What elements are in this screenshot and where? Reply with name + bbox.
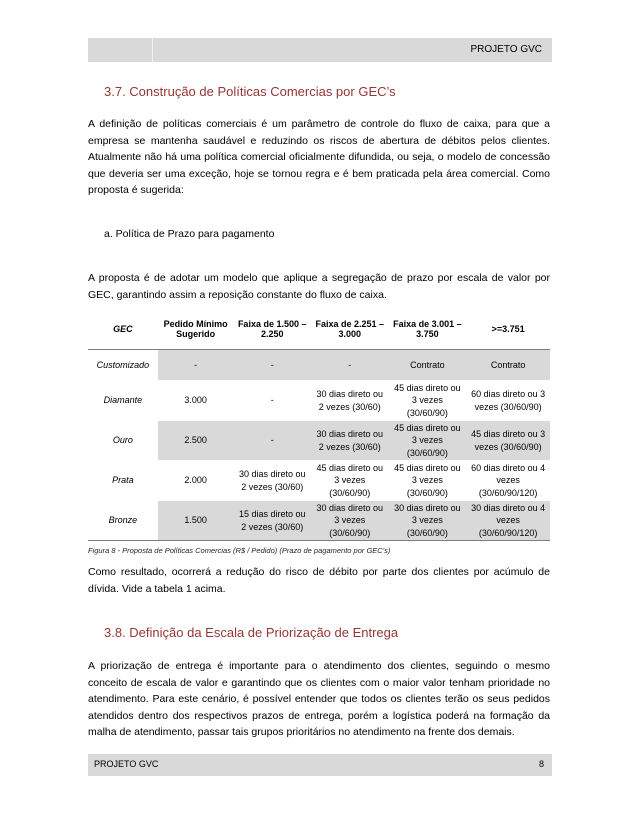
header-faixa-4: >=3.751: [466, 309, 550, 350]
page-footer: [88, 754, 552, 776]
header-faixa-3: Faixa de 3.001 – 3.750: [389, 309, 467, 350]
header-gec: GEC: [88, 309, 158, 350]
cell: -: [233, 350, 310, 381]
section-3-8-title: 3.8. Definição da Escala de Priorização de Entrega: [104, 625, 399, 640]
cell: 60 dias direto ou 3 vezes (30/60/90): [466, 381, 550, 421]
header-faixa-1: Faixa de 1.500 – 2.250: [233, 309, 310, 350]
header-pedido: Pedido Mínimo Sugerido: [158, 309, 234, 350]
cell: 30 dias direto ou 4 vezes (30/60/90/120): [466, 501, 550, 541]
cell: 15 dias direto ou 2 vezes (30/60): [233, 501, 310, 541]
table-row: [88, 461, 550, 501]
cell: 2.000: [158, 461, 234, 501]
proposal-paragraph: A proposta é de adotar um modelo que aplique a segregação de prazo por escala de valor por GEC, garantindo assim a reposição constante do fluxo de caixa.: [88, 272, 550, 301]
section-3-7-title: 3.7. Construção de Políticas Comercias por GEC’s: [104, 84, 396, 99]
cell: 30 dias direto ou 2 vezes (30/60): [311, 381, 389, 421]
header-title: PROJETO GVC: [470, 44, 542, 55]
footer-title: PROJETO GVC: [94, 759, 159, 769]
cell-gec: Ouro: [88, 421, 158, 461]
cell-gec: Prata: [88, 461, 158, 501]
header-divider: [152, 38, 153, 62]
cell: Contrato: [389, 350, 467, 381]
table-row: [88, 501, 550, 541]
table-caption: Figura 8 - Proposta de Políticas Comercias (R$ / Pedido) (Prazo de pagamento por GEC's): [88, 546, 391, 555]
table-row: [88, 421, 550, 461]
table-header-row: [88, 309, 550, 350]
section-3-8-paragraph: A priorização de entrega é importante para o atendimento dos clientes, seguindo o mesmo conceito de escala de valor e garantindo que os clientes com o maior valor tenham prioridade no atendimento. Para este cenário, é possível entender que todos os clientes terão os seus pedidos atendidos dentro dos respectivos prazos de entrega, porém a logística poderá na formação da malha de atendimento, passar tais grupos prioritários no atendimento na frente dos demais.: [88, 660, 550, 738]
cell: Contrato: [466, 350, 550, 381]
page-header: [88, 38, 552, 62]
page-number: 8: [538, 759, 544, 769]
cell-gec: Diamante: [88, 381, 158, 421]
cell-gec: Bronze: [88, 501, 158, 541]
cell: -: [233, 421, 310, 461]
cell: 45 dias direto ou 3 vezes (30/60/90): [311, 461, 389, 501]
cell: 45 dias direto ou 3 vezes (30/60/90): [466, 421, 550, 461]
cell: -: [311, 350, 389, 381]
policy-table: [88, 309, 550, 541]
cell: 45 dias direto ou 3 vezes (30/60/90): [389, 461, 467, 501]
cell: 1.500: [158, 501, 234, 541]
cell: 30 dias direto ou 2 vezes (30/60): [311, 421, 389, 461]
cell: 60 dias direto ou 4 vezes (30/60/90/120): [466, 461, 550, 501]
cell: 30 dias direto ou 3 vezes (30/60/90): [311, 501, 389, 541]
cell: 3.000: [158, 381, 234, 421]
table-row: [88, 381, 550, 421]
cell: -: [158, 350, 234, 381]
cell-gec: Customizado: [88, 350, 158, 381]
cell: 30 dias direto ou 3 vezes (30/60/90): [389, 501, 467, 541]
table-row: [88, 350, 550, 381]
cell: 45 dias direto ou 3 vezes (30/60/90): [389, 421, 467, 461]
cell: 2.500: [158, 421, 234, 461]
subitem-prazo: a. Política de Prazo para pagamento: [104, 228, 275, 240]
cell: 45 dias direto ou 3 vezes (30/60/90): [389, 381, 467, 421]
header-faixa-2: Faixa de 2.251 – 3.000: [311, 309, 389, 350]
section-3-7-paragraph: A definição de políticas comerciais é um parâmetro de controle do fluxo de caixa, para que a empresa se mantenha saudável e reduzindo os riscos de abertura de débitos pelos clientes. Atualmente não há uma política comercial oficialmente difundida, ou seja, o modelo de concessão que deveria ser uma exceção, hoje se tornou regra e é bem praticada pela área comercial. Como proposta é sugerida:: [88, 118, 550, 196]
result-paragraph: Como resultado, ocorrerá a redução do risco de débito por parte dos clientes por acúmulo de dívida. Vide a tabela 1 acima.: [88, 566, 550, 595]
cell: -: [233, 381, 310, 421]
cell: 30 dias direto ou 2 vezes (30/60): [233, 461, 310, 501]
